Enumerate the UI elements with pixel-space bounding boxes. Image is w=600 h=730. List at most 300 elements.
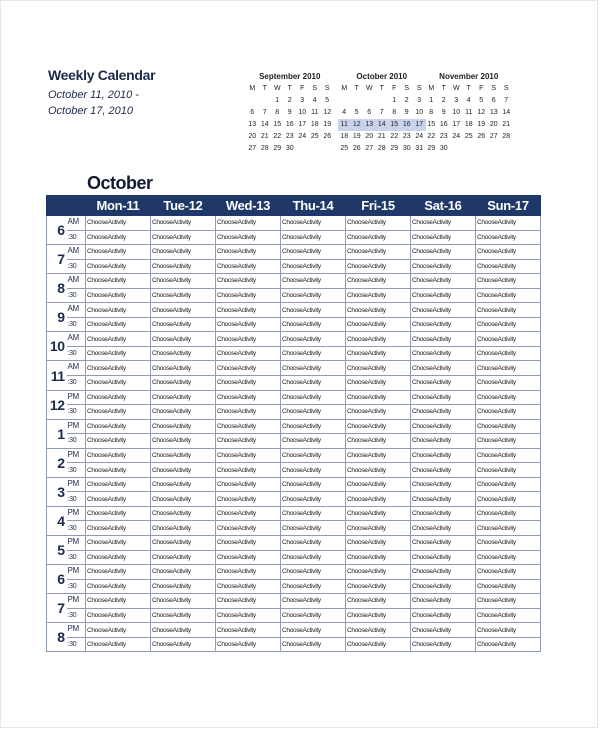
half-hour-row — [47, 463, 541, 478]
activity-cell[interactable]: ChooseActivity — [151, 259, 216, 274]
activity-cell[interactable]: ChooseActivity — [411, 390, 476, 405]
activity-cell[interactable]: ChooseActivity — [151, 579, 216, 594]
activity-cell[interactable]: ChooseActivity — [346, 376, 411, 391]
half-hour-row — [47, 288, 541, 303]
half-hour-label: :30 — [67, 637, 86, 652]
activity-cell[interactable]: ChooseActivity — [281, 317, 346, 332]
activity-cell[interactable]: ChooseActivity — [281, 506, 346, 521]
activity-cell[interactable]: ChooseActivity — [346, 274, 411, 289]
activity-cell[interactable]: ChooseActivity — [476, 608, 541, 623]
activity-cell[interactable]: ChooseActivity — [476, 579, 541, 594]
meridiem-label: PM — [67, 477, 86, 492]
activity-cell[interactable]: ChooseActivity — [151, 521, 216, 536]
header-corner — [47, 196, 86, 216]
activity-cell[interactable]: ChooseActivity — [86, 579, 151, 594]
mini-calendar-day: 21 — [377, 133, 386, 140]
activity-cell[interactable]: ChooseActivity — [346, 579, 411, 594]
mini-calendar-day: 4 — [466, 97, 471, 104]
activity-cell[interactable]: ChooseActivity — [476, 536, 541, 551]
activity-cell[interactable]: ChooseActivity — [346, 565, 411, 580]
hour-row — [47, 448, 541, 463]
activity-cell[interactable]: ChooseActivity — [281, 637, 346, 652]
activity-cell[interactable]: ChooseActivity — [476, 346, 541, 361]
activity-cell[interactable]: ChooseActivity — [151, 463, 216, 478]
activity-cell[interactable]: ChooseActivity — [476, 521, 541, 536]
activity-cell[interactable]: ChooseActivity — [281, 303, 346, 318]
weekday-initial: W — [273, 85, 281, 92]
mini-calendar-title: November 2010 — [439, 72, 499, 81]
mini-calendar-day: 6 — [250, 109, 255, 116]
activity-cell[interactable]: ChooseActivity — [216, 448, 281, 463]
activity-cell[interactable]: ChooseActivity — [151, 419, 216, 434]
activity-cell[interactable]: ChooseActivity — [346, 216, 411, 231]
mini-calendar-day: 16 — [439, 121, 448, 128]
mini-calendar-day: 18 — [464, 121, 473, 128]
activity-cell[interactable]: ChooseActivity — [151, 376, 216, 391]
hour-label: 7 — [47, 594, 67, 623]
mini-calendar-october — [338, 71, 426, 155]
hour-label: 6 — [47, 216, 67, 245]
activity-cell[interactable]: ChooseActivity — [281, 477, 346, 492]
activity-cell[interactable]: ChooseActivity — [216, 623, 281, 638]
mini-calendar-day: 24 — [298, 133, 307, 140]
activity-cell[interactable]: ChooseActivity — [281, 390, 346, 405]
activity-cell[interactable]: ChooseActivity — [216, 259, 281, 274]
activity-cell[interactable]: ChooseActivity — [86, 376, 151, 391]
activity-cell[interactable]: ChooseActivity — [411, 565, 476, 580]
mini-calendar-week — [338, 143, 426, 155]
day-header: Mon-11 — [86, 196, 151, 216]
hour-label: 9 — [47, 303, 67, 332]
mini-calendar-day: 11 — [311, 109, 319, 116]
activity-cell[interactable]: ChooseActivity — [151, 550, 216, 565]
hour-label: 6 — [47, 565, 67, 594]
mini-calendar-day: 1 — [429, 97, 434, 104]
mini-calendar-week — [338, 95, 426, 107]
activity-cell[interactable]: ChooseActivity — [476, 463, 541, 478]
activity-cell[interactable]: ChooseActivity — [281, 565, 346, 580]
activity-cell[interactable]: ChooseActivity — [86, 317, 151, 332]
mini-calendar-day: 2 — [404, 97, 409, 104]
weekday-initial: M — [341, 85, 348, 92]
weekday-initial: T — [379, 85, 384, 92]
activity-cell[interactable]: ChooseActivity — [216, 579, 281, 594]
activity-cell[interactable]: ChooseActivity — [281, 332, 346, 347]
hour-label: 10 — [47, 332, 67, 361]
activity-cell[interactable]: ChooseActivity — [346, 506, 411, 521]
activity-cell[interactable]: ChooseActivity — [281, 448, 346, 463]
activity-cell[interactable]: ChooseActivity — [281, 376, 346, 391]
mini-calendar-week — [425, 143, 513, 155]
activity-cell[interactable]: ChooseActivity — [346, 332, 411, 347]
activity-cell[interactable]: ChooseActivity — [281, 521, 346, 536]
activity-cell[interactable]: ChooseActivity — [281, 288, 346, 303]
activity-cell[interactable]: ChooseActivity — [151, 288, 216, 303]
activity-cell[interactable]: ChooseActivity — [86, 594, 151, 609]
activity-cell[interactable]: ChooseActivity — [151, 390, 216, 405]
activity-cell[interactable]: ChooseActivity — [86, 230, 151, 245]
date-range-end: October 17, 2010 — [48, 105, 134, 117]
activity-cell[interactable]: ChooseActivity — [216, 506, 281, 521]
activity-cell[interactable]: ChooseActivity — [346, 303, 411, 318]
mini-calendar-day: 27 — [489, 133, 498, 140]
activity-cell[interactable]: ChooseActivity — [346, 259, 411, 274]
activity-cell[interactable]: ChooseActivity — [346, 361, 411, 376]
mini-calendar-title: October 2010 — [356, 72, 408, 81]
activity-cell[interactable]: ChooseActivity — [411, 259, 476, 274]
activity-cell[interactable]: ChooseActivity — [216, 419, 281, 434]
mini-calendar-week — [425, 107, 513, 119]
activity-cell[interactable]: ChooseActivity — [86, 550, 151, 565]
activity-cell[interactable]: ChooseActivity — [86, 463, 151, 478]
activity-cell[interactable]: ChooseActivity — [411, 463, 476, 478]
activity-cell[interactable]: ChooseActivity — [411, 230, 476, 245]
activity-cell[interactable]: ChooseActivity — [216, 245, 281, 260]
activity-cell[interactable]: ChooseActivity — [346, 346, 411, 361]
activity-cell[interactable]: ChooseActivity — [151, 506, 216, 521]
mini-calendar-day: 22 — [273, 133, 282, 140]
activity-cell[interactable]: ChooseActivity — [151, 623, 216, 638]
activity-cell[interactable]: ChooseActivity — [476, 216, 541, 231]
mini-calendar-day: 14 — [502, 109, 511, 116]
activity-cell[interactable]: ChooseActivity — [346, 594, 411, 609]
half-hour-label: :30 — [67, 463, 86, 478]
activity-cell[interactable]: ChooseActivity — [476, 259, 541, 274]
activity-cell[interactable]: ChooseActivity — [476, 550, 541, 565]
mini-calendar-day: 1 — [275, 97, 280, 104]
mini-calendar-day: 6 — [491, 97, 496, 104]
activity-cell[interactable]: ChooseActivity — [411, 216, 476, 231]
activity-cell[interactable]: ChooseActivity — [281, 419, 346, 434]
activity-cell[interactable]: ChooseActivity — [411, 536, 476, 551]
weekday-initial: S — [416, 85, 422, 92]
activity-cell[interactable]: ChooseActivity — [86, 448, 151, 463]
activity-cell[interactable]: ChooseActivity — [346, 608, 411, 623]
activity-cell[interactable]: ChooseActivity — [346, 448, 411, 463]
mini-calendar-day: 26 — [323, 133, 332, 140]
half-hour-label: :30 — [67, 346, 86, 361]
activity-cell[interactable]: ChooseActivity — [216, 463, 281, 478]
activity-cell[interactable]: ChooseActivity — [476, 288, 541, 303]
hour-label: 2 — [47, 448, 67, 477]
activity-cell[interactable]: ChooseActivity — [86, 361, 151, 376]
activity-cell[interactable]: ChooseActivity — [216, 521, 281, 536]
mini-calendar-day: 11 — [338, 119, 351, 131]
activity-cell[interactable]: ChooseActivity — [216, 565, 281, 580]
activity-cell[interactable]: ChooseActivity — [411, 332, 476, 347]
activity-cell[interactable]: ChooseActivity — [476, 303, 541, 318]
hour-row — [47, 332, 541, 347]
hour-label: 1 — [47, 419, 67, 448]
activity-cell[interactable]: ChooseActivity — [151, 405, 216, 420]
activity-cell[interactable]: ChooseActivity — [281, 216, 346, 231]
activity-cell[interactable]: ChooseActivity — [86, 245, 151, 260]
activity-cell[interactable]: ChooseActivity — [216, 361, 281, 376]
activity-cell[interactable]: ChooseActivity — [281, 579, 346, 594]
activity-cell[interactable]: ChooseActivity — [151, 637, 216, 652]
activity-cell[interactable]: ChooseActivity — [151, 565, 216, 580]
mini-calendar-day: 10 — [415, 109, 424, 116]
activity-cell[interactable]: ChooseActivity — [411, 245, 476, 260]
activity-cell[interactable]: ChooseActivity — [411, 448, 476, 463]
activity-cell[interactable]: ChooseActivity — [476, 390, 541, 405]
activity-cell[interactable]: ChooseActivity — [216, 550, 281, 565]
activity-cell[interactable]: ChooseActivity — [346, 550, 411, 565]
activity-cell[interactable]: ChooseActivity — [476, 361, 541, 376]
activity-cell[interactable]: ChooseActivity — [411, 419, 476, 434]
activity-cell[interactable]: ChooseActivity — [476, 565, 541, 580]
mini-calendar-day: 19 — [477, 121, 486, 128]
activity-cell[interactable]: ChooseActivity — [411, 623, 476, 638]
activity-cell[interactable]: ChooseActivity — [151, 492, 216, 507]
activity-cell[interactable]: ChooseActivity — [346, 463, 411, 478]
activity-cell[interactable]: ChooseActivity — [346, 245, 411, 260]
activity-cell[interactable]: ChooseActivity — [476, 492, 541, 507]
hour-label: 8 — [47, 274, 67, 303]
mini-calendar-day: 2 — [441, 97, 446, 104]
activity-cell[interactable]: ChooseActivity — [216, 288, 281, 303]
meridiem-label: PM — [67, 565, 86, 580]
activity-cell[interactable]: ChooseActivity — [411, 521, 476, 536]
activity-cell[interactable]: ChooseActivity — [281, 405, 346, 420]
activity-cell[interactable]: ChooseActivity — [476, 434, 541, 449]
mini-calendar-week — [246, 131, 334, 143]
activity-cell[interactable]: ChooseActivity — [151, 448, 216, 463]
activity-cell[interactable]: ChooseActivity — [86, 637, 151, 652]
mini-calendar-day: 11 — [465, 109, 473, 116]
activity-cell[interactable]: ChooseActivity — [216, 637, 281, 652]
half-hour-row — [47, 521, 541, 536]
activity-cell[interactable]: ChooseActivity — [411, 506, 476, 521]
activity-cell[interactable]: ChooseActivity — [86, 332, 151, 347]
activity-cell[interactable]: ChooseActivity — [476, 405, 541, 420]
activity-cell[interactable]: ChooseActivity — [281, 463, 346, 478]
activity-cell[interactable]: ChooseActivity — [216, 492, 281, 507]
mini-calendar-week — [425, 119, 513, 131]
hour-row — [47, 274, 541, 289]
activity-cell[interactable]: ChooseActivity — [216, 346, 281, 361]
mini-calendar-day: 3 — [300, 97, 305, 104]
month-label: October — [87, 173, 153, 193]
activity-cell[interactable]: ChooseActivity — [411, 405, 476, 420]
activity-cell[interactable]: ChooseActivity — [216, 405, 281, 420]
activity-cell[interactable]: ChooseActivity — [281, 550, 346, 565]
activity-cell[interactable]: ChooseActivity — [86, 623, 151, 638]
activity-cell[interactable]: ChooseActivity — [281, 274, 346, 289]
activity-cell[interactable]: ChooseActivity — [86, 536, 151, 551]
activity-cell[interactable]: ChooseActivity — [86, 506, 151, 521]
activity-cell[interactable]: ChooseActivity — [281, 492, 346, 507]
activity-cell[interactable]: ChooseActivity — [476, 477, 541, 492]
activity-cell[interactable]: ChooseActivity — [151, 594, 216, 609]
activity-cell[interactable]: ChooseActivity — [86, 419, 151, 434]
activity-cell[interactable]: ChooseActivity — [411, 608, 476, 623]
activity-cell[interactable]: ChooseActivity — [216, 274, 281, 289]
activity-cell[interactable]: ChooseActivity — [281, 623, 346, 638]
hour-label: 7 — [47, 245, 67, 274]
activity-cell[interactable]: ChooseActivity — [476, 317, 541, 332]
activity-cell[interactable]: ChooseActivity — [216, 332, 281, 347]
activity-cell[interactable]: ChooseActivity — [346, 477, 411, 492]
half-hour-row — [47, 405, 541, 420]
activity-cell[interactable]: ChooseActivity — [281, 346, 346, 361]
weekday-initial: W — [365, 85, 373, 92]
mini-calendar-day: 14 — [260, 121, 269, 128]
day-header: Tue-12 — [151, 196, 216, 216]
activity-cell[interactable]: ChooseActivity — [346, 434, 411, 449]
activity-cell[interactable]: ChooseActivity — [476, 419, 541, 434]
activity-cell[interactable]: ChooseActivity — [151, 477, 216, 492]
activity-cell[interactable]: ChooseActivity — [216, 376, 281, 391]
activity-cell[interactable]: ChooseActivity — [346, 637, 411, 652]
hour-row — [47, 623, 541, 638]
activity-cell[interactable]: ChooseActivity — [411, 303, 476, 318]
activity-cell[interactable]: ChooseActivity — [216, 216, 281, 231]
activity-cell[interactable]: ChooseActivity — [281, 434, 346, 449]
activity-cell[interactable]: ChooseActivity — [151, 361, 216, 376]
activity-cell[interactable]: ChooseActivity — [476, 376, 541, 391]
activity-cell[interactable]: ChooseActivity — [476, 623, 541, 638]
activity-cell[interactable]: ChooseActivity — [411, 376, 476, 391]
activity-cell[interactable]: ChooseActivity — [216, 317, 281, 332]
activity-cell[interactable]: ChooseActivity — [151, 434, 216, 449]
activity-cell[interactable]: ChooseActivity — [411, 579, 476, 594]
activity-cell[interactable]: ChooseActivity — [151, 346, 216, 361]
mini-calendar-grid — [425, 83, 513, 155]
date-range-start: October 11, 2010 - — [48, 89, 139, 101]
activity-cell[interactable]: ChooseActivity — [476, 637, 541, 652]
activity-cell[interactable]: ChooseActivity — [346, 390, 411, 405]
activity-cell[interactable]: ChooseActivity — [86, 346, 151, 361]
mini-calendar-day — [463, 143, 476, 155]
activity-cell[interactable]: ChooseActivity — [86, 303, 151, 318]
mini-calendar-day: 12 — [351, 119, 364, 131]
meridiem-label: PM — [67, 419, 86, 434]
activity-cell[interactable]: ChooseActivity — [476, 594, 541, 609]
mini-calendar-day: 15 — [273, 121, 282, 128]
mini-calendar-day: 19 — [352, 133, 361, 140]
meridiem-label: AM — [67, 361, 86, 376]
weekday-initial: S — [491, 85, 497, 92]
activity-cell[interactable]: ChooseActivity — [346, 317, 411, 332]
activity-cell[interactable]: ChooseActivity — [346, 419, 411, 434]
activity-cell[interactable]: ChooseActivity — [281, 230, 346, 245]
activity-cell[interactable]: ChooseActivity — [411, 477, 476, 492]
mini-calendar-day: 19 — [323, 121, 332, 128]
weekday-initial: T — [287, 85, 292, 92]
activity-cell[interactable]: ChooseActivity — [86, 259, 151, 274]
activity-cell[interactable]: ChooseActivity — [411, 361, 476, 376]
mini-calendar-day — [246, 95, 259, 107]
activity-cell[interactable]: ChooseActivity — [411, 317, 476, 332]
activity-cell[interactable]: ChooseActivity — [86, 492, 151, 507]
activity-cell[interactable]: ChooseActivity — [346, 288, 411, 303]
activity-cell[interactable]: ChooseActivity — [86, 274, 151, 289]
activity-cell[interactable]: ChooseActivity — [411, 492, 476, 507]
activity-cell[interactable]: ChooseActivity — [346, 536, 411, 551]
activity-cell[interactable]: ChooseActivity — [151, 245, 216, 260]
activity-cell[interactable]: ChooseActivity — [216, 390, 281, 405]
activity-cell[interactable]: ChooseActivity — [476, 506, 541, 521]
activity-cell[interactable]: ChooseActivity — [216, 434, 281, 449]
activity-cell[interactable]: ChooseActivity — [411, 594, 476, 609]
mini-calendar-day: 12 — [477, 109, 486, 116]
activity-cell[interactable]: ChooseActivity — [476, 274, 541, 289]
meridiem-label: AM — [67, 274, 86, 289]
activity-cell[interactable]: ChooseActivity — [346, 405, 411, 420]
mini-calendar-day: 28 — [260, 145, 269, 152]
activity-cell[interactable]: ChooseActivity — [411, 550, 476, 565]
mini-calendar-day — [259, 95, 272, 107]
hour-row — [47, 245, 541, 260]
weekday-initial: M — [249, 85, 256, 92]
activity-cell[interactable]: ChooseActivity — [476, 332, 541, 347]
activity-cell[interactable]: ChooseActivity — [86, 405, 151, 420]
activity-cell[interactable]: ChooseActivity — [151, 608, 216, 623]
activity-cell[interactable]: ChooseActivity — [86, 216, 151, 231]
activity-cell[interactable]: ChooseActivity — [346, 521, 411, 536]
activity-cell[interactable]: ChooseActivity — [151, 332, 216, 347]
activity-cell[interactable]: ChooseActivity — [281, 536, 346, 551]
activity-cell[interactable]: ChooseActivity — [281, 259, 346, 274]
activity-cell[interactable]: ChooseActivity — [281, 361, 346, 376]
activity-cell[interactable]: ChooseActivity — [216, 477, 281, 492]
activity-cell[interactable]: ChooseActivity — [86, 565, 151, 580]
hour-row — [47, 361, 541, 376]
activity-cell[interactable]: ChooseActivity — [281, 245, 346, 260]
weekday-initial: T — [262, 85, 267, 92]
activity-cell[interactable]: ChooseActivity — [411, 637, 476, 652]
activity-cell[interactable]: ChooseActivity — [476, 245, 541, 260]
activity-cell[interactable]: ChooseActivity — [216, 594, 281, 609]
activity-cell[interactable]: ChooseActivity — [86, 477, 151, 492]
activity-cell[interactable]: ChooseActivity — [151, 230, 216, 245]
activity-cell[interactable]: ChooseActivity — [411, 274, 476, 289]
activity-cell[interactable]: ChooseActivity — [86, 390, 151, 405]
activity-cell[interactable]: ChooseActivity — [86, 288, 151, 303]
activity-cell[interactable]: ChooseActivity — [86, 434, 151, 449]
activity-cell[interactable]: ChooseActivity — [151, 303, 216, 318]
mini-calendar-day: 8 — [429, 109, 434, 116]
activity-cell[interactable]: ChooseActivity — [281, 608, 346, 623]
activity-cell[interactable]: ChooseActivity — [151, 317, 216, 332]
activity-cell[interactable]: ChooseActivity — [476, 448, 541, 463]
hour-row — [47, 536, 541, 551]
activity-cell[interactable]: ChooseActivity — [281, 594, 346, 609]
hour-row — [47, 477, 541, 492]
activity-cell[interactable]: ChooseActivity — [216, 608, 281, 623]
activity-cell[interactable]: ChooseActivity — [151, 274, 216, 289]
activity-cell[interactable]: ChooseActivity — [216, 230, 281, 245]
activity-cell[interactable]: ChooseActivity — [346, 492, 411, 507]
activity-cell[interactable]: ChooseActivity — [346, 623, 411, 638]
activity-cell[interactable]: ChooseActivity — [216, 303, 281, 318]
activity-cell[interactable]: ChooseActivity — [216, 536, 281, 551]
activity-cell[interactable]: ChooseActivity — [411, 346, 476, 361]
activity-cell[interactable]: ChooseActivity — [411, 434, 476, 449]
activity-cell[interactable]: ChooseActivity — [476, 230, 541, 245]
hour-row — [47, 216, 541, 231]
mini-calendar-week — [425, 131, 513, 143]
activity-cell[interactable]: ChooseActivity — [151, 536, 216, 551]
activity-cell[interactable]: ChooseActivity — [86, 521, 151, 536]
weekday-initial: T — [354, 85, 359, 92]
activity-cell[interactable]: ChooseActivity — [151, 216, 216, 231]
activity-cell[interactable]: ChooseActivity — [411, 288, 476, 303]
day-header-row — [47, 196, 541, 216]
activity-cell[interactable]: ChooseActivity — [346, 230, 411, 245]
activity-cell[interactable]: ChooseActivity — [86, 608, 151, 623]
